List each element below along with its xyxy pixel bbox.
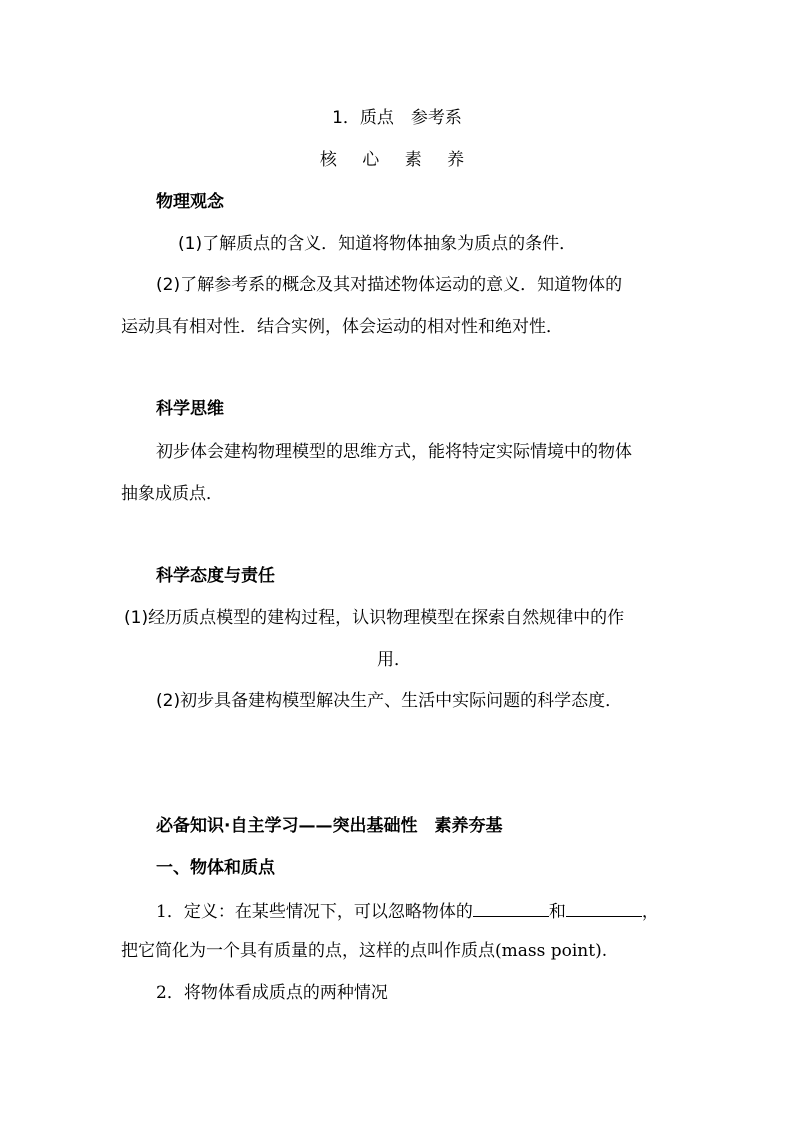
- core-literacy-heading: 核 心 素 养: [319, 150, 475, 170]
- section-heading-object-and-point: 一、物体和质点: [156, 858, 275, 878]
- definition-suffix: ，: [641, 902, 659, 922]
- scientific-thinking-heading: 科学思维: [156, 399, 224, 419]
- scientific-attitude-item-1: (1)经历质点模型的建构过程，认识物理模型在探索自然规律中的作: [124, 608, 625, 628]
- physics-concept-item-1: (1)了解质点的含义．知道将物体抽象为质点的条件．: [178, 234, 577, 254]
- item-two-conditions: 2．将物体看成质点的两种情况: [156, 983, 388, 1003]
- fill-blank-1[interactable]: [473, 898, 549, 917]
- scientific-attitude-item-1-cont: 用．: [377, 650, 411, 670]
- scientific-thinking-text: 初步体会建构物理模型的思维方式，能将特定实际情境中的物体: [156, 442, 632, 462]
- definition-line-2: 把它简化为一个具有质量的点，这样的点叫作质点(mass point).: [121, 941, 608, 961]
- knowledge-banner: 必备知识·自主学习——突出基础性 素养夯基: [156, 816, 503, 836]
- scientific-thinking-text-cont: 抽象成质点．: [121, 484, 223, 504]
- definition-prefix: 1．定义：在某些情况下，可以忽略物体的: [156, 902, 473, 922]
- fill-blank-2[interactable]: [566, 898, 642, 917]
- physics-concept-item-2: (2)了解参考系的概念及其对描述物体运动的意义．知道物体的: [156, 275, 623, 295]
- scientific-attitude-item-2: (2)初步具备建构模型解决生产、生活中实际问题的科学态度．: [156, 691, 623, 711]
- physics-concept-heading: 物理观念: [156, 192, 224, 212]
- page-title: 1．质点 参考系: [332, 108, 462, 128]
- scientific-attitude-heading: 科学态度与责任: [156, 566, 275, 586]
- definition-line: [156, 898, 659, 924]
- definition-mid: 和: [548, 902, 566, 922]
- physics-concept-item-2-cont: 运动具有相对性．结合实例，体会运动的相对性和绝对性．: [121, 317, 563, 337]
